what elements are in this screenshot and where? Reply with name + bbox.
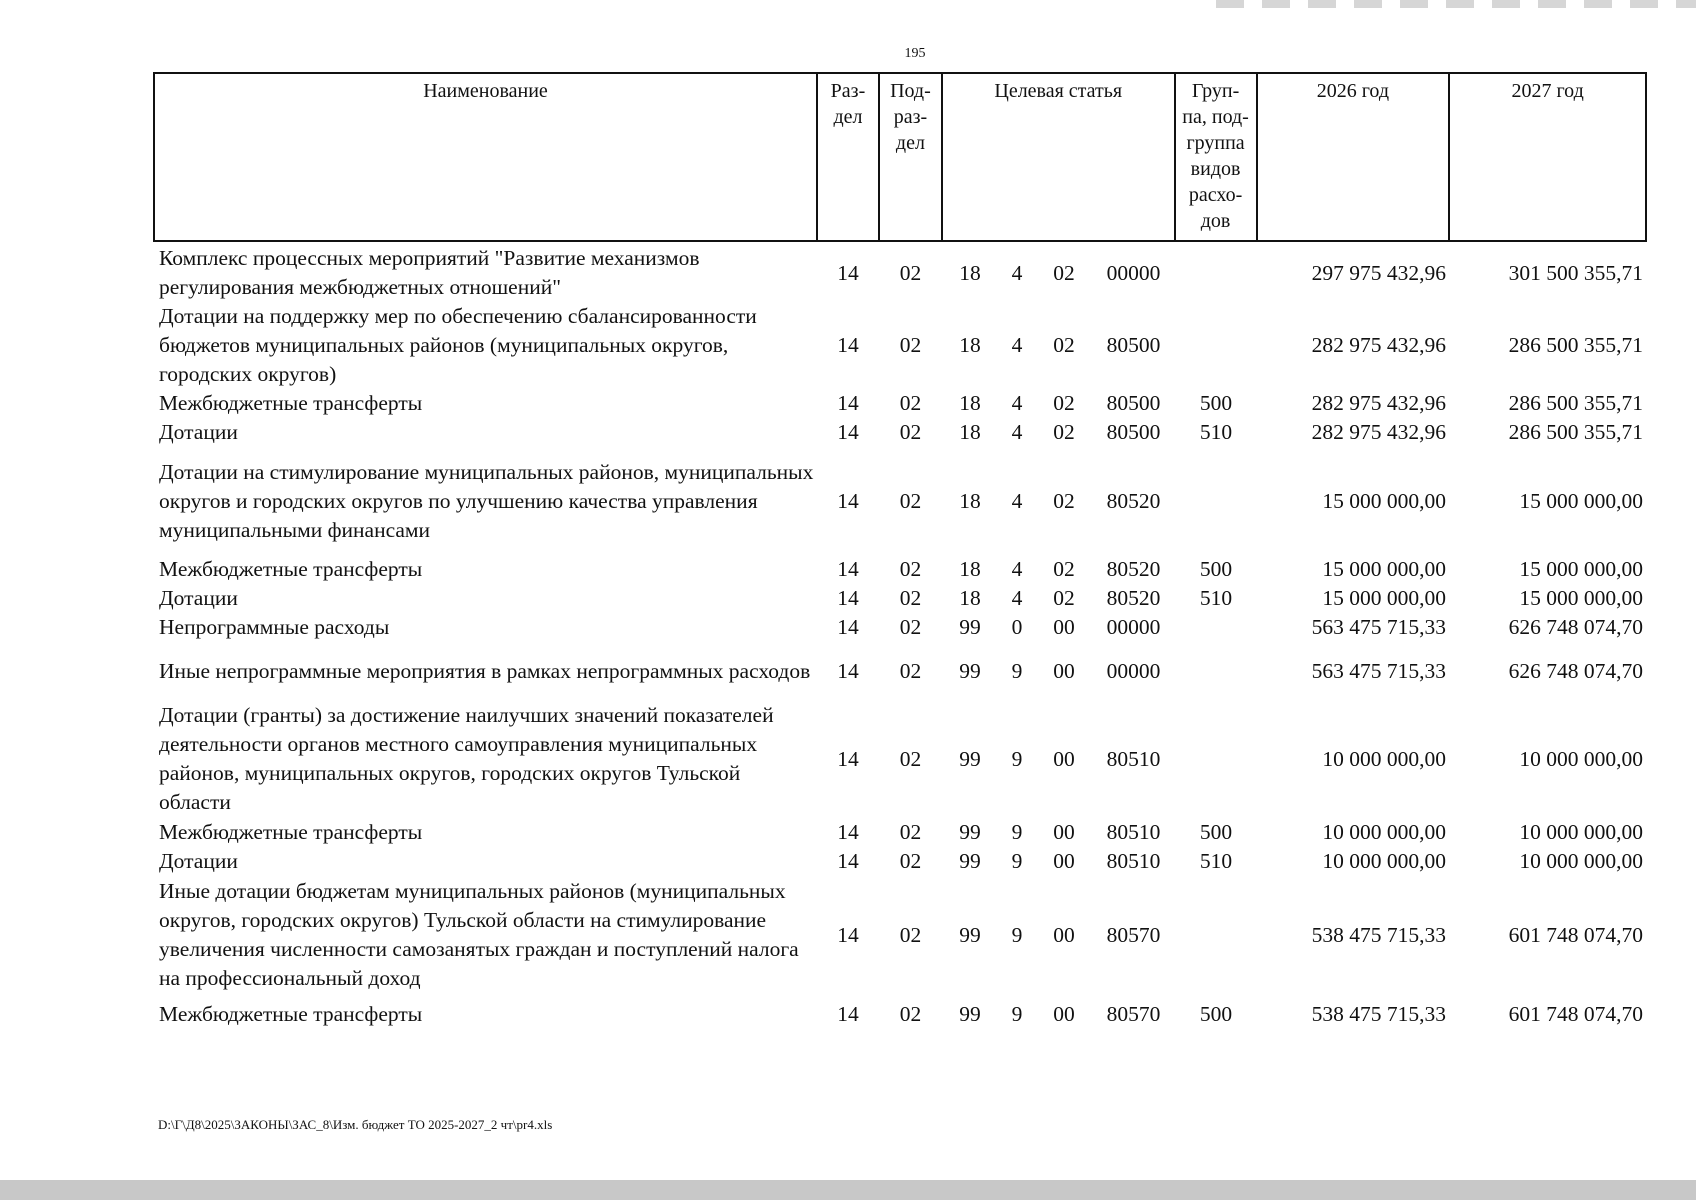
table-row — [153, 244, 1647, 302]
table-row — [153, 302, 1647, 389]
row-cs-program: 18 — [959, 586, 981, 610]
row-name: Дотации — [159, 849, 238, 873]
row-amount-2026: 10 000 000,00 — [1322, 820, 1446, 844]
row-cs-subprogram: 02 — [1053, 586, 1075, 610]
row-name: Межбюджетные трансферты — [159, 820, 423, 844]
row-podrazdel: 02 — [899, 260, 922, 285]
row-cs-type: 4 — [1011, 391, 1023, 415]
row-amount-2027: 10 000 000,00 — [1519, 820, 1643, 844]
row-amount-2026: 563 475 715,33 — [1311, 658, 1446, 683]
row-cs-type: 4 — [1011, 586, 1023, 610]
row-vid-rashodov — [1175, 700, 1257, 818]
row-cs-direction: 80500 — [1106, 391, 1161, 415]
header-gruppa-vidov-rashodov: Груп- па, под- группа видов расхо- дов — [1175, 73, 1257, 241]
row-cs-program: 99 — [959, 746, 981, 771]
row-podrazdel: 02 — [899, 849, 922, 873]
row-amount-2026: 538 475 715,33 — [1311, 1001, 1446, 1026]
row-podrazdel: 02 — [899, 1001, 922, 1026]
row-podrazdel: 02 — [899, 420, 922, 444]
row-cs-subprogram: 00 — [1053, 746, 1075, 771]
row-podrazdel: 02 — [899, 488, 922, 513]
row-cs-subprogram: 00 — [1053, 820, 1075, 844]
row-cs-direction: 00000 — [1106, 615, 1161, 639]
row-podrazdel: 02 — [899, 333, 922, 357]
row-amount-2027: 301 500 355,71 — [1508, 260, 1643, 285]
row-amount-2027: 286 500 355,71 — [1508, 333, 1643, 357]
row-name: Дотации на стимулирование муниципальных районов, муниципальных округов и городских округов по улучшению качества управления муниципальными финансами — [159, 459, 814, 542]
row-amount-2027: 10 000 000,00 — [1519, 746, 1643, 771]
row-razdel: 14 — [837, 420, 859, 444]
row-razdel: 14 — [837, 488, 859, 513]
table-row — [153, 994, 1647, 1034]
row-amount-2026: 538 475 715,33 — [1311, 922, 1446, 947]
row-razdel: 14 — [837, 849, 859, 873]
row-cs-direction: 80500 — [1106, 420, 1161, 444]
row-razdel: 14 — [837, 658, 859, 683]
file-path: D:\Г\Д8\2025\ЗАКОНЫ\ЗАС_8\Изм. бюджет ТО 2025-2027_2 чт\pr4.xls — [158, 1117, 553, 1132]
row-razdel: 14 — [837, 1001, 859, 1026]
row-cs-direction: 80520 — [1106, 488, 1161, 513]
row-cs-direction: 80510 — [1106, 746, 1161, 771]
table-row — [153, 847, 1647, 876]
row-name: Дотации — [159, 586, 238, 610]
row-cs-subprogram: 00 — [1053, 658, 1075, 683]
row-vid-rashodov: 500 — [1199, 1001, 1233, 1026]
row-cs-type: 4 — [1011, 557, 1023, 581]
row-cs-program: 99 — [959, 1001, 981, 1026]
row-podrazdel: 02 — [899, 746, 922, 771]
row-amount-2026: 282 975 432,96 — [1311, 391, 1446, 415]
scan-artifact — [1216, 0, 1696, 8]
row-amount-2026: 563 475 715,33 — [1311, 615, 1446, 639]
row-cs-program: 99 — [959, 615, 981, 639]
row-amount-2027: 286 500 355,71 — [1508, 420, 1643, 444]
row-amount-2027: 286 500 355,71 — [1508, 391, 1643, 415]
row-cs-subprogram: 00 — [1053, 1001, 1075, 1026]
row-cs-program: 99 — [959, 922, 981, 947]
row-cs-program: 99 — [959, 658, 981, 683]
row-cs-program: 99 — [959, 820, 981, 844]
row-cs-program: 18 — [959, 260, 981, 285]
row-name: Иные непрограммные мероприятия в рамках непрограммных расходов — [159, 658, 811, 683]
table-row — [153, 447, 1647, 555]
header-2027: 2027 год — [1449, 73, 1646, 241]
row-cs-program: 18 — [959, 488, 981, 513]
table-row — [153, 642, 1647, 700]
row-amount-2027: 601 748 074,70 — [1508, 1001, 1643, 1026]
row-razdel: 14 — [837, 260, 859, 285]
row-cs-program: 99 — [959, 849, 981, 873]
header-podrazdel: Под- раз- дел — [879, 73, 942, 241]
row-vid-rashodov: 500 — [1199, 391, 1233, 415]
table-row — [153, 584, 1647, 613]
row-cs-direction: 00000 — [1106, 260, 1161, 285]
row-cs-direction: 80570 — [1106, 1001, 1161, 1026]
row-cs-type: 4 — [1011, 333, 1023, 357]
table-row — [153, 418, 1647, 447]
row-razdel: 14 — [837, 586, 859, 610]
row-podrazdel: 02 — [899, 557, 922, 581]
header-celevaya-statya: Целевая статья — [942, 73, 1175, 241]
row-cs-type: 9 — [1011, 746, 1023, 771]
row-cs-subprogram: 02 — [1053, 260, 1075, 285]
row-name: Дотации на поддержку мер по обеспечению сбалансированности бюджетов муниципальных районов (муниципальных округов, городских округов) — [159, 304, 757, 386]
table-row — [153, 555, 1647, 584]
row-podrazdel: 02 — [899, 391, 922, 415]
row-amount-2027: 601 748 074,70 — [1508, 922, 1643, 947]
table-header — [153, 72, 1647, 242]
row-name: Межбюджетные трансферты — [159, 391, 423, 415]
row-vid-rashodov — [1175, 876, 1257, 994]
row-cs-program: 18 — [959, 420, 981, 444]
row-cs-subprogram: 02 — [1053, 488, 1075, 513]
row-name: Комплекс процессных мероприятий "Развитие механизмов регулирования межбюджетных отношений" — [159, 246, 700, 299]
row-amount-2026: 10 000 000,00 — [1322, 746, 1446, 771]
row-amount-2027: 626 748 074,70 — [1508, 615, 1643, 639]
row-cs-type: 0 — [1011, 615, 1023, 639]
row-cs-direction: 80520 — [1106, 586, 1161, 610]
scan-bottom-band — [0, 1180, 1696, 1200]
row-podrazdel: 02 — [899, 658, 922, 683]
row-name: Непрограммные расходы — [159, 615, 390, 639]
row-cs-subprogram: 02 — [1053, 557, 1075, 581]
row-name: Межбюджетные трансферты — [159, 1001, 423, 1026]
row-razdel: 14 — [837, 557, 859, 581]
table-row — [153, 613, 1647, 642]
row-name: Дотации (гранты) за достижение наилучших значений показателей деятельности органов местного самоуправления муниципальных районов, муниципальных округов, городских округов Тульской области — [159, 703, 774, 814]
row-cs-subprogram: 02 — [1053, 333, 1075, 357]
row-cs-type: 4 — [1011, 488, 1023, 513]
row-vid-rashodov: 510 — [1199, 420, 1233, 444]
row-amount-2026: 282 975 432,96 — [1311, 420, 1446, 444]
row-razdel: 14 — [837, 922, 859, 947]
row-cs-type: 4 — [1011, 420, 1023, 444]
row-cs-subprogram: 00 — [1053, 849, 1075, 873]
row-cs-direction: 80510 — [1106, 820, 1161, 844]
row-vid-rashodov: 510 — [1199, 849, 1233, 873]
header-razdel: Раз- дел — [817, 73, 879, 241]
page-number: 195 — [904, 46, 926, 61]
row-amount-2027: 15 000 000,00 — [1519, 586, 1643, 610]
row-amount-2027: 626 748 074,70 — [1508, 658, 1643, 683]
row-razdel: 14 — [837, 615, 859, 639]
row-podrazdel: 02 — [899, 615, 922, 639]
header-2026: 2026 год — [1257, 73, 1450, 241]
row-amount-2027: 15 000 000,00 — [1519, 557, 1643, 581]
row-cs-subprogram: 00 — [1053, 615, 1075, 639]
row-cs-type: 9 — [1011, 1001, 1023, 1026]
row-cs-type: 4 — [1011, 260, 1023, 285]
row-razdel: 14 — [837, 391, 859, 415]
row-cs-direction: 80570 — [1106, 922, 1161, 947]
row-cs-direction: 80500 — [1106, 333, 1161, 357]
table-row — [153, 389, 1647, 418]
row-cs-type: 9 — [1011, 922, 1023, 947]
row-razdel: 14 — [837, 333, 859, 357]
row-cs-program: 18 — [959, 333, 981, 357]
row-amount-2026: 15 000 000,00 — [1322, 557, 1446, 581]
row-cs-type: 9 — [1011, 658, 1023, 683]
row-cs-subprogram: 02 — [1053, 420, 1075, 444]
row-amount-2026: 15 000 000,00 — [1322, 586, 1446, 610]
row-vid-rashodov: 500 — [1199, 820, 1233, 844]
row-vid-rashodov: 500 — [1199, 557, 1233, 581]
table-row — [153, 876, 1647, 994]
row-vid-rashodov: 510 — [1199, 586, 1233, 610]
table-row — [153, 700, 1647, 818]
table-row — [153, 818, 1647, 847]
row-amount-2026: 297 975 432,96 — [1311, 260, 1446, 285]
row-cs-direction: 00000 — [1106, 658, 1161, 683]
table-body — [153, 244, 1647, 1034]
row-amount-2027: 15 000 000,00 — [1519, 488, 1643, 513]
header-name: Наименование — [154, 73, 817, 241]
row-amount-2026: 15 000 000,00 — [1322, 488, 1446, 513]
row-razdel: 14 — [837, 746, 859, 771]
row-amount-2027: 10 000 000,00 — [1519, 849, 1643, 873]
row-cs-subprogram: 00 — [1053, 922, 1075, 947]
row-amount-2026: 282 975 432,96 — [1311, 333, 1446, 357]
row-name: Межбюджетные трансферты — [159, 557, 423, 581]
row-podrazdel: 02 — [899, 922, 922, 947]
row-vid-rashodov — [1175, 244, 1257, 302]
row-cs-direction: 80520 — [1106, 557, 1161, 581]
row-cs-subprogram: 02 — [1053, 391, 1075, 415]
budget-table — [153, 244, 1647, 1034]
row-cs-program: 18 — [959, 557, 981, 581]
row-vid-rashodov — [1175, 613, 1257, 642]
row-name: Дотации — [159, 420, 238, 444]
row-podrazdel: 02 — [899, 820, 922, 844]
row-cs-direction: 80510 — [1106, 849, 1161, 873]
row-podrazdel: 02 — [899, 586, 922, 610]
row-vid-rashodov — [1175, 447, 1257, 555]
row-cs-type: 9 — [1011, 820, 1023, 844]
row-razdel: 14 — [837, 820, 859, 844]
row-cs-type: 9 — [1011, 849, 1023, 873]
row-amount-2026: 10 000 000,00 — [1322, 849, 1446, 873]
row-vid-rashodov — [1175, 642, 1257, 700]
row-cs-program: 18 — [959, 391, 981, 415]
row-vid-rashodov — [1175, 302, 1257, 389]
row-name: Иные дотации бюджетам муниципальных районов (муниципальных округов, городских округов) Тульской области на стимулирование увеличения численности самозанятых граждан и поступлений налога на профессиональный доход — [159, 879, 799, 990]
